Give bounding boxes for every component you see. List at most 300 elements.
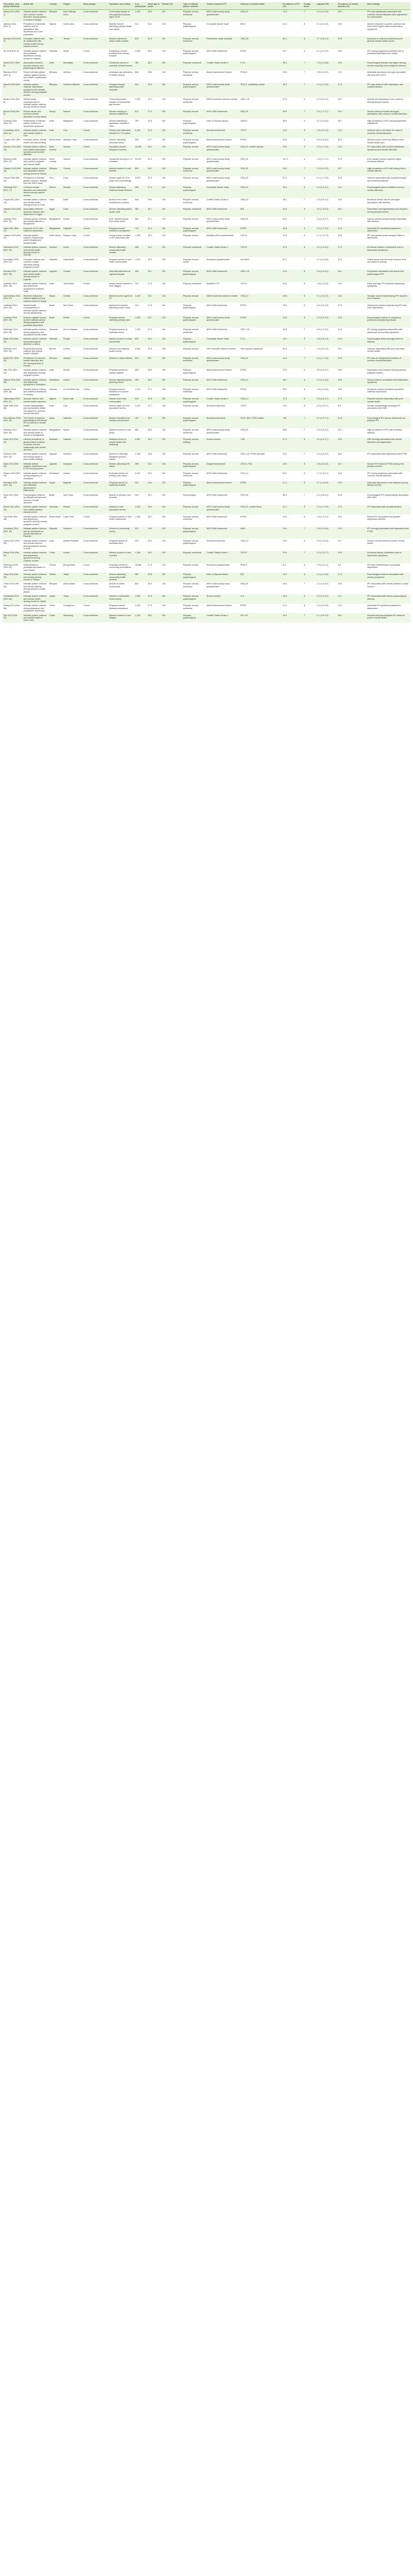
table-cell: Emotional violence contributed most to depressive symptoms.: [366, 246, 411, 258]
table-cell: 100: [161, 563, 182, 573]
table-cell: Intimate partner violence and depressive symptoms in Zimbabwe: [22, 378, 48, 387]
table-cell: Physical, sexual: [182, 505, 205, 514]
table-cell: Physical, sexual, psychological: [182, 83, 205, 97]
table-cell: 22.9: [337, 356, 366, 368]
table-cell: Antenatal attendees at regional hospital: [108, 270, 134, 282]
table-cell: 2.2 (1.4-3.5): [316, 378, 337, 387]
table-cell: 100: [161, 471, 182, 480]
table-cell: 2,042: [134, 471, 147, 480]
table-cell: 24,097: [134, 157, 147, 166]
table-cell: Psychological violence by intimate partners and common mental disorders: [22, 493, 48, 505]
table-cell: 100: [161, 356, 182, 368]
table-cell: Cross-sectional: [82, 337, 108, 347]
table-cell: Intimate partner violence and women's physical and mental health: [22, 157, 48, 166]
table-cell: 53.4: [282, 207, 303, 217]
table-cell: Rwanda: [48, 527, 62, 539]
table-cell: 8: [303, 604, 316, 613]
table-cell: 27.4: [147, 387, 161, 396]
table-cell: Cross-sectional: [82, 138, 108, 145]
table-cell: Women attending community health centres: [108, 246, 134, 258]
table-cell: 28.6: [147, 9, 161, 22]
table-cell: 1,238: [134, 514, 147, 527]
table-cell: 1,105: [134, 613, 147, 623]
column-header: Female (%): [161, 2, 182, 9]
table-cell: 100: [161, 613, 182, 623]
table-row: [2, 527, 411, 539]
table-cell: 850: [134, 582, 147, 594]
table-cell: 6: [303, 368, 316, 378]
table-cell: WHO multi-country study questionnaire: [205, 176, 239, 186]
table-cell: Intimate partner violence and psychological distress in Lahore: [22, 337, 48, 347]
table-cell: India: [48, 368, 62, 378]
table-cell: 100: [161, 198, 182, 207]
table-cell: Cohort: [82, 604, 108, 613]
table-cell: South-east: [62, 397, 82, 404]
column-header: Region: [62, 2, 82, 9]
table-cell: 34.8: [337, 36, 366, 49]
table-cell: Cohort: [82, 315, 108, 328]
table-cell: SRQ-20, suicide items: [239, 505, 282, 514]
table-cell: 1.9 (1.7-2.1): [316, 157, 337, 166]
table-cell: 2.7 (2.0-3.6): [316, 257, 337, 270]
table-cell: Physical, sexual, psychological: [182, 527, 205, 539]
table-cell: Shandong: [62, 613, 82, 623]
table-cell: Violence was a risk factor for onset of common mental disorders.: [366, 129, 411, 138]
column-header: N of participants: [134, 2, 147, 9]
summary-table: [2, 2, 411, 623]
table-cell: IPV associated with serious psychological distress.: [366, 594, 411, 604]
table-cell: Central: [62, 270, 82, 282]
table-cell: Guangzhou: [62, 604, 82, 613]
table-cell: Cross-sectional: [82, 416, 108, 428]
table-cell: 1,442: [134, 505, 147, 514]
table-cell: 32.8: [147, 397, 161, 404]
table-cell: Composite Abuse Scale: [205, 186, 239, 198]
table-cell: India: [48, 403, 62, 416]
column-header: Prevalence of mental disorder (%): [337, 2, 366, 9]
table-cell: EPDS: [239, 514, 282, 527]
table-cell: 3.8: [337, 563, 366, 573]
table-cell: 6: [303, 594, 316, 604]
table-cell: WHO multi-country study questionnaire: [205, 83, 239, 97]
table-cell: Sexual violence showed strongest association with common mental disorders.: [366, 109, 411, 119]
table-cell: 18.9: [282, 594, 303, 604]
table-cell: Physical, psychological: [182, 613, 205, 623]
table-cell: Hossain 2015 (Ref. 20): [2, 217, 22, 226]
table-cell: Structured questionnaire: [205, 257, 239, 270]
table-cell: Bacchus 2018 (Ref. 6): [2, 70, 22, 83]
table-cell: 17.8: [147, 303, 161, 315]
table-cell: 32.1: [147, 462, 161, 471]
table-cell: Composite Abuse Scale: [205, 22, 239, 36]
table-cell: 21.4: [337, 328, 366, 337]
table-cell: Antenatal care attendees in health centres: [108, 70, 134, 83]
table-cell: Sindh: [62, 49, 82, 61]
table-cell: 3.2 (1.9-5.3): [316, 207, 337, 217]
table-cell: Ndlovu 2016 (Ref. 35): [2, 378, 22, 387]
table-cell: 100: [161, 233, 182, 246]
table-cell: 27.1: [147, 217, 161, 226]
table-cell: Women referred to urban health centres: [108, 36, 134, 49]
table-cell: Pregnant women at antenatal clinics: [108, 328, 134, 337]
table-cell: Psychological abuse predicted common mental disorders.: [366, 186, 411, 198]
table-cell: 6: [303, 22, 316, 36]
table-cell: 38.2: [337, 207, 366, 217]
table-cell: Physical, sexual, emotional: [182, 356, 205, 368]
table-row: [2, 573, 411, 582]
table-cell: Asmara: [62, 186, 82, 198]
table-cell: 24.0: [282, 145, 303, 157]
column-header: Study design: [82, 2, 108, 9]
table-cell: Nepal: [48, 481, 62, 493]
table-cell: Physical, psychological: [182, 22, 205, 36]
table-cell: Exposure to violence predicted poorer general mental health scores.: [366, 36, 411, 49]
table-cell: Conflict Tactics Scale-2: [205, 61, 239, 70]
table-cell: Krishnan 2012 (Ref. 26): [2, 282, 22, 294]
table-cell: 8: [303, 157, 316, 166]
table-cell: 61.5: [337, 416, 366, 428]
table-row: [2, 83, 411, 97]
table-cell: Physical, sexual: [182, 378, 205, 387]
table-row: [2, 294, 411, 303]
table-cell: Ogbonnaya 2015 (Ref. 37): [2, 397, 22, 404]
table-cell: High prevalence of IPV among psychiatric outpatients.: [366, 119, 411, 128]
table-cell: National: [62, 438, 82, 452]
table-cell: Adolescent mothers attending public clinics: [108, 303, 134, 315]
table-cell: 7: [303, 416, 316, 428]
table-cell: 45.2: [282, 198, 303, 207]
table-cell: Physical, sexual, emotional: [182, 9, 205, 22]
table-cell: Conflict Tactics Scale-2: [205, 397, 239, 404]
table-cell: Cross-sectional: [82, 294, 108, 303]
column-header: Adjusted OR: [316, 2, 337, 9]
table-cell: Intimate partner violence and postnatal depression among women in Karachi: [22, 49, 48, 61]
table-cell: Postnatal women in community surveillance: [108, 563, 134, 573]
table-cell: 44.2: [282, 356, 303, 368]
table-cell: 2.4 (1.7-3.4): [316, 356, 337, 368]
table-cell: Women aged 18-45 in population survey: [108, 403, 134, 416]
table-cell: 8: [303, 315, 316, 328]
table-cell: PHQ-9: [239, 70, 282, 83]
table-cell: Physical, sexual, emotional: [182, 129, 205, 138]
table-cell: Cross-sectional: [82, 347, 108, 356]
table-row: [2, 36, 411, 49]
table-cell: Physical, emotional: [182, 207, 205, 217]
table-cell: Depression more frequent among abused pregnant women.: [366, 368, 411, 378]
column-header: Main findings: [366, 2, 411, 9]
table-cell: HSCL-25, PTSD checklist: [239, 452, 282, 462]
table-cell: Abuse Assessment Screen: [205, 70, 239, 83]
table-row: [2, 22, 411, 36]
table-cell: Harare: [62, 378, 82, 387]
table-cell: 28.9: [147, 428, 161, 438]
table-cell: Abuse Assessment Screen: [205, 604, 239, 613]
table-cell: Psychological IPV was as detrimental as physical IPV.: [366, 416, 411, 428]
table-row: [2, 303, 411, 315]
table-cell: Intimate partner violence and mental distress in Bangladesh: [22, 217, 48, 226]
table-cell: Egypt: [48, 207, 62, 217]
table-cell: 27.0: [147, 328, 161, 337]
table-cell: 1.7 (1.3-2.3): [316, 233, 337, 246]
table-cell: 24.7: [147, 138, 161, 145]
table-cell: Kiwuwa 2013 (Ref. 25): [2, 270, 22, 282]
table-cell: 1,136: [134, 551, 147, 563]
table-cell: Ahmadi 2015 (Ref. 3): [2, 36, 22, 49]
table-cell: 30.5: [337, 198, 366, 207]
table-cell: Intimate partner violence and mental distress among women in Addis Ababa: [22, 582, 48, 594]
table-cell: Cohort: [82, 387, 108, 396]
table-row: [2, 397, 411, 404]
table-cell: 100: [161, 176, 182, 186]
table-cell: Cross-sectional: [82, 217, 108, 226]
table-cell: 100: [161, 282, 182, 294]
table-cell: Peru: [48, 176, 62, 186]
table-cell: Ho Chi Minh City: [62, 387, 82, 396]
table-cell: 398: [134, 462, 147, 471]
table-cell: Cross-sectional: [82, 186, 108, 198]
table-cell: 100: [161, 109, 182, 119]
table-cell: 520: [134, 36, 147, 49]
table-cell: 14.7: [337, 594, 366, 604]
table-cell: 2.3 (1.6-3.3): [316, 167, 337, 176]
table-cell: 412: [134, 303, 147, 315]
table-cell: 6: [303, 270, 316, 282]
table-cell: 2.5 (1.9-3.3): [316, 594, 337, 604]
table-cell: 6: [303, 246, 316, 258]
table-cell: 31.5: [282, 233, 303, 246]
data-table-page: [2, 2, 411, 623]
table-cell: Psychological IPV independently associated with CMD.: [366, 493, 411, 505]
table-cell: Intimate partner violence and depressive symptoms among Chinese women: [22, 551, 48, 563]
table-cell: Tanzania: [48, 328, 62, 337]
table-row: [2, 356, 411, 368]
table-cell: Physical, emotional: [182, 246, 205, 258]
table-cell: 1.9 (1.5-2.4): [316, 563, 337, 573]
table-cell: Eritrea: [48, 186, 62, 198]
table-row: [2, 119, 411, 128]
table-cell: Intimate partner violence and mental health among women in Japan: [22, 594, 48, 604]
table-cell: 18.5: [282, 539, 303, 551]
table-cell: Sabri 2013 (Ref. 43): [2, 462, 22, 471]
table-cell: 19.5: [337, 438, 366, 452]
table-cell: 2.3 (1.7-3.2): [316, 226, 337, 233]
table-cell: 15-71: [282, 157, 303, 166]
table-row: [2, 109, 411, 119]
table-cell: Physical and psychological IPV linked to poorer mental health.: [366, 613, 411, 623]
table-cell: Women's status and violence against young married women in Nepal: [22, 294, 48, 303]
table-cell: 2.7 (1.4-5.3): [316, 481, 337, 493]
column-header: Article title: [22, 2, 48, 9]
table-cell: HSCL-25: [239, 270, 282, 282]
table-cell: Cross-sectional: [82, 109, 108, 119]
table-cell: 100: [161, 594, 182, 604]
table-cell: 62.1: [282, 36, 303, 49]
table-cell: Bangladesh: [48, 428, 62, 438]
table-cell: Cross-sectional: [82, 594, 108, 604]
table-row: [2, 176, 411, 186]
table-cell: Common mental disorders and associated factors among married women: [22, 186, 48, 198]
table-cell: 7: [303, 83, 316, 97]
table-cell: Pakistan: [48, 337, 62, 347]
table-cell: 27.6: [147, 186, 161, 198]
table-cell: IPV associated with mental distress in urban women.: [366, 582, 411, 594]
table-cell: Cross-sectional: [82, 403, 108, 416]
table-cell: SRQ-20: [239, 186, 282, 198]
table-cell: Women attending a psychiatric outpatient clinic: [108, 119, 134, 128]
table-cell: Cross-sectional: [82, 505, 108, 514]
table-cell: Cairo: [62, 207, 82, 217]
table-cell: Severe IPV linked to PTSD among HIV-positive women.: [366, 462, 411, 471]
table-cell: Cross-sectional: [82, 257, 108, 270]
table-cell: Intimate partner violence and common mental disorders among women in western Ethiopia: [22, 9, 48, 22]
table-cell: 100: [161, 514, 182, 527]
table-cell: EPDS: [239, 387, 282, 396]
table-cell: 2.1 (1.5-2.9): [316, 613, 337, 623]
table-cell: 30.5: [147, 452, 161, 462]
table-cell: 8: [303, 403, 316, 416]
table-cell: Zhu 2012 (Ref. 57): [2, 613, 22, 623]
table-cell: 100: [161, 481, 182, 493]
table-row: [2, 198, 411, 207]
table-cell: Women attending family planning clinics: [108, 378, 134, 387]
table-cell: 330: [134, 138, 147, 145]
table-cell: WHO multi-country study questionnaire: [205, 428, 239, 438]
table-cell: Intimate partner violence and mental health among women in Vietnam: [22, 246, 48, 258]
table-cell: India: [48, 61, 62, 70]
table-cell: Physical, sexual, psychological: [182, 539, 205, 551]
table-cell: Relationship of intimate partner violence to depressive symptoms: [22, 119, 48, 128]
table-cell: 8: [303, 176, 316, 186]
table-cell: 2.7 (1.8-4.1): [316, 36, 337, 49]
table-cell: 6: [303, 378, 316, 387]
table-cell: Structured interview: [205, 416, 239, 428]
table-cell: 2.5 (1.5-4.2): [316, 270, 337, 282]
table-cell: HSCL-25: [239, 97, 282, 110]
table-cell: Cross-sectional: [82, 70, 108, 83]
table-cell: 3.4 (2.1-5.6): [316, 83, 337, 97]
table-cell: Lima: [62, 176, 82, 186]
table-cell: Cross-sectional: [82, 167, 108, 176]
table-cell: 20.6: [337, 176, 366, 186]
table-cell: 1,018: [134, 604, 147, 613]
table-cell: Gebrezgi 2017 (Ref. 17): [2, 186, 22, 198]
table-cell: Cross-sectional: [82, 176, 108, 186]
table-cell: Pregnant women at antenatal clinic: [108, 539, 134, 551]
table-cell: PHQ-9: [239, 563, 282, 573]
table-cell: 25.8: [147, 70, 161, 83]
table-cell: WHO multi-country study questionnaire: [205, 582, 239, 594]
table-cell: Intimate partner violence and sexual coercion among pregnant women in India: [22, 539, 48, 551]
table-cell: Physical, sexual, psychological: [182, 315, 205, 328]
table-cell: Brazil: [48, 315, 62, 328]
table-cell: 1.9 (1.3-2.8): [316, 61, 337, 70]
table-cell: Abeya 2012 (Ref. 1): [2, 9, 22, 22]
table-cell: Physical, psychological: [182, 303, 205, 315]
table-cell: Violence associated with poor self-rated mental health.: [366, 347, 411, 356]
table-cell: China: [48, 604, 62, 613]
table-cell: South Africa: [48, 138, 62, 145]
table-cell: K-10: [239, 61, 282, 70]
table-row: [2, 97, 411, 110]
table-cell: 52.3: [282, 347, 303, 356]
table-cell: Bekele 2018 (Ref. 7): [2, 83, 22, 97]
table-cell: 356: [134, 270, 147, 282]
table-cell: 100: [161, 119, 182, 128]
table-cell: 300: [134, 368, 147, 378]
table-cell: 7: [303, 217, 316, 226]
table-cell: Garcia 2006 (Ref. 16): [2, 176, 22, 186]
table-cell: Pregnant women at maternity hospital: [108, 481, 134, 493]
table-cell: Self-reported symptoms: [239, 347, 282, 356]
column-header: Population and setting: [108, 2, 134, 9]
column-header: First author, year (study reference): [2, 2, 22, 9]
table-cell: Married women in urban households: [108, 337, 134, 347]
table-cell: Mental health consequences of intimate partner violence among adolescents: [22, 303, 48, 315]
table-cell: SSQ-14: [239, 471, 282, 480]
table-cell: Zimbabwe: [48, 378, 62, 387]
table-cell: Psychological violence in pregnancy predicted postnatal depression.: [366, 315, 411, 328]
table-cell: Physical, sexual: [182, 294, 205, 303]
table-cell: 100: [161, 207, 182, 217]
table-cell: K-6: [239, 594, 282, 604]
table-cell: Intimate partner violence and mental health of women in Bangladesh: [22, 428, 48, 438]
table-cell: 1,295: [134, 233, 147, 246]
table-cell: WHO VAW instrument: [205, 514, 239, 527]
table-cell: 6: [303, 138, 316, 145]
table-cell: Cohort: [82, 514, 108, 527]
table-cell: 12.0: [282, 403, 303, 416]
table-cell: Physical, sexual: [182, 452, 205, 462]
table-cell: 22.7: [337, 539, 366, 551]
table-cell: Women from national health survey: [108, 347, 134, 356]
table-cell: Multi-country: [48, 157, 62, 166]
table-cell: 150: [134, 119, 147, 128]
table-cell: Adolescent mothers experiencing IPV had more depression.: [366, 303, 411, 315]
table-cell: National survey of mental health and wellbeing: [108, 438, 134, 452]
table-cell: Japan: [48, 594, 62, 604]
table-cell: 100: [161, 246, 182, 258]
table-cell: PHQ-9, suicidality module: [239, 83, 282, 97]
table-cell: Domestic abuse, mental health and help-seeking: [22, 138, 48, 145]
table-cell: 2.6 (1.8-3.7): [316, 397, 337, 404]
table-cell: 49.6: [282, 226, 303, 233]
table-cell: 30.0: [147, 145, 161, 157]
table-cell: 37.8: [282, 246, 303, 258]
table-cell: 34.1: [147, 493, 161, 505]
table-cell: Cross-sectional: [82, 97, 108, 110]
table-cell: 408: [134, 186, 147, 198]
table-cell: Pakistan: [48, 49, 62, 61]
table-cell: Tehran: [62, 36, 82, 49]
table-cell: 2.8 (1.9-4.2): [316, 70, 337, 83]
table-cell: 6: [303, 294, 316, 303]
table-cell: SSQ-14: [239, 378, 282, 387]
table-cell: EPDS: [239, 315, 282, 328]
table-cell: IPV was an independent predictor of common mental disorders.: [366, 356, 411, 368]
table-cell: 1,240: [134, 294, 147, 303]
table-cell: Cross-sectional: [82, 83, 108, 97]
table-cell: Structured interview: [205, 539, 239, 551]
table-cell: Cross-sectional: [82, 462, 108, 471]
table-cell: 21.4: [282, 481, 303, 493]
table-cell: 8: [303, 282, 316, 294]
table-cell: 8: [303, 438, 316, 452]
table-cell: Lifetime prevalence of gender-based violence in women and the relationship with mental disorders: [22, 438, 48, 452]
table-cell: Cross-sectional: [82, 22, 108, 36]
table-cell: Silva 2012 (Ref. 46): [2, 493, 22, 505]
table-cell: GHQ-12: [239, 397, 282, 404]
table-cell: 18.1: [337, 613, 366, 623]
